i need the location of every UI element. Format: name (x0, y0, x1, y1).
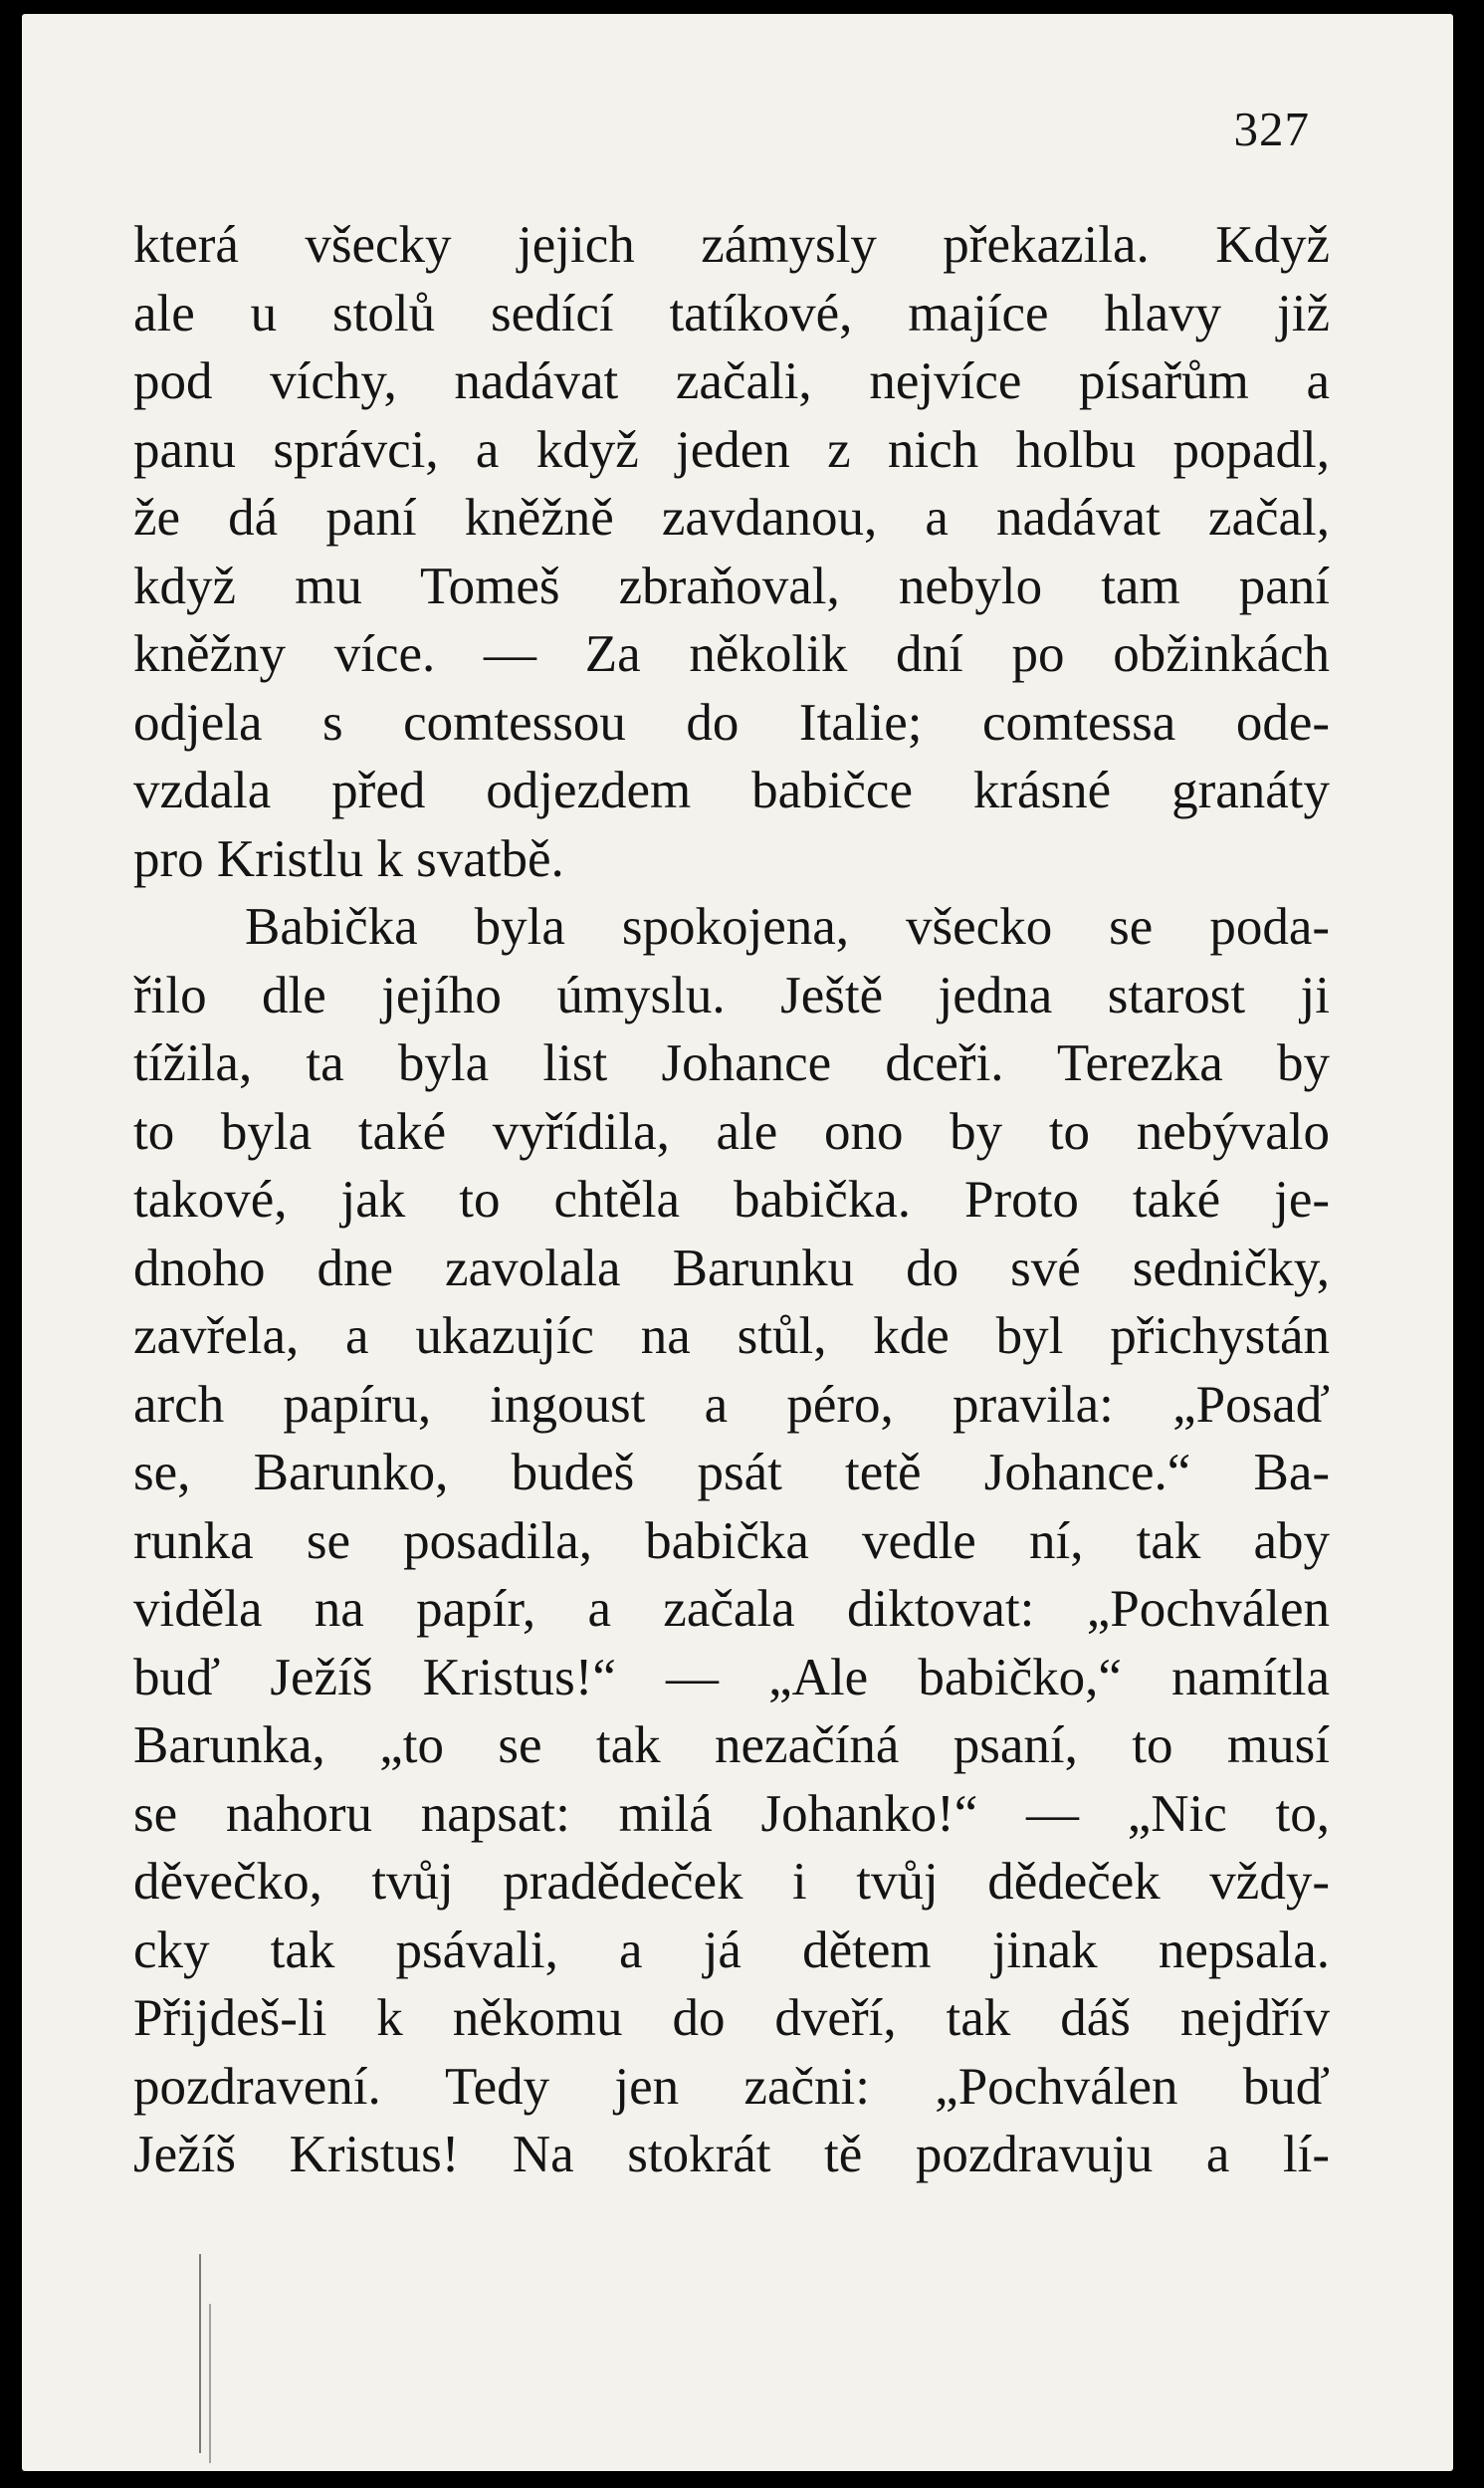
text-line: odjela s comtessou do Italie; comtessa ode- (133, 693, 1330, 752)
text-line: viděla na papír, a začala diktovat: „Pochválen (133, 1580, 1330, 1638)
text-line: zavřela, a ukazujíc na stůl, kde byl přichystán (133, 1307, 1330, 1365)
text-line: že dá paní kněžně zavdanou, a nadávat začal, (133, 489, 1330, 547)
page-number: 327 (1233, 102, 1310, 156)
text-line: Přijdeš-li k někomu do dveří, tak dáš nejdřív (133, 1989, 1330, 2047)
text-line: která všecky jejich zámysly překazila. Když (133, 216, 1330, 274)
paragraph-2 (133, 893, 1330, 2189)
book-page (22, 14, 1453, 2471)
text-line: dnoho dne zavolala Barunku do své sedničky, (133, 1239, 1330, 1297)
text-line: pozdravení. Tedy jen začni: „Pochválen buď (133, 2057, 1330, 2116)
text-line: takové, jak to chtěla babička. Proto také je- (133, 1171, 1330, 1229)
text-line: tížila, ta byla list Johance dceři. Terezka by (133, 1034, 1330, 1092)
scan-artifact-line (199, 2254, 201, 2453)
text-line: děvečko, tvůj pradědeček i tvůj dědeček vždy- (133, 1853, 1330, 1911)
text-line: když mu Tomeš zbraňoval, nebylo tam paní (133, 557, 1330, 615)
text-line: panu správci, a když jeden z nich holbu popadl, (133, 420, 1330, 479)
text-line: řilo dle jejího úmyslu. Ještě jedna starost ji (133, 966, 1330, 1024)
text-line: pro Kristlu k svatbě. (133, 829, 564, 888)
text-line: vzdala před odjezdem babičce krásné granáty (133, 762, 1330, 819)
text-line: Barunka, „to se tak nezačíná psaní, to musí (133, 1716, 1330, 1774)
text-line: cky tak psávali, a já dětem jinak nepsala. (133, 1921, 1330, 1979)
scan-artifact-line (209, 2304, 211, 2463)
text-line: ale u stolů sedící tatíkové, majíce hlavy již (133, 284, 1330, 342)
body-text (133, 211, 1330, 2189)
text-line: Babička byla spokojena, všecko se poda- (245, 898, 1330, 956)
text-line: pod víchy, nadávat začali, nejvíce písařům a (133, 352, 1330, 410)
text-line: arch papíru, ingoust a péro, pravila: „Posaď (133, 1375, 1330, 1434)
text-line: Ježíš Kristus! Na stokrát tě pozdravuju a lí- (133, 2126, 1330, 2183)
text-line: se nahoru napsat: milá Johanko!“ — „Nic to, (133, 1784, 1330, 1843)
text-line: se, Barunko, budeš psát tetě Johance.“ Ba- (133, 1444, 1330, 1501)
text-line: runka se posadila, babička vedle ní, tak aby (133, 1511, 1330, 1570)
text-line: buď Ježíš Kristus!“ — „Ale babičko,“ namítla (133, 1648, 1330, 1706)
paragraph-1 (133, 211, 1330, 893)
text-line: to byla také vyřídila, ale ono by to nebývalo (133, 1102, 1330, 1161)
text-line: kněžny více. — Za několik dní po obžinkách (133, 625, 1330, 683)
